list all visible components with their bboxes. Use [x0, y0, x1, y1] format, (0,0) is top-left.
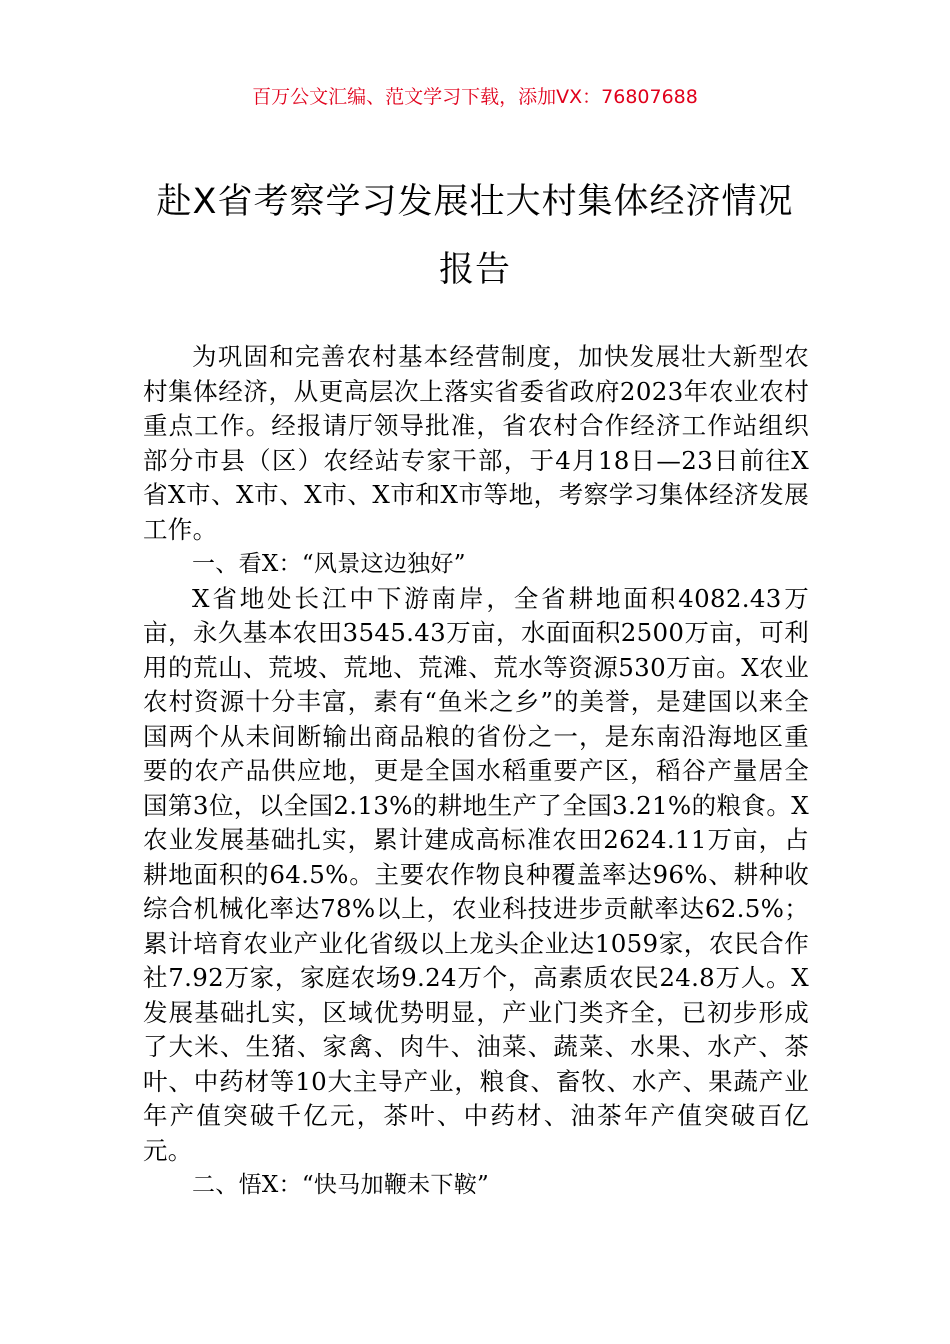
section-1-paragraph: X省地处长江中下游南岸，全省耕地面积4082.43万亩，永久基本农田3545.43万亩，水面面积2500万亩，可利用的荒山、荒坡、荒地、荒滩、荒水等资源530万亩。X农业农村资源十分丰富，素有“鱼米之乡”的美誉，是建国以来全国两个从未间断输出商品粮的省份之一，是东南沿海地区重要的农产品供应地，更是全国水稻重要产区，稻谷产量居全国第3位，以全国2.13%的耕地生产了全国3.21%的粮食。X农业发展基础扎实，累计建成高标准农田2624.11万亩，占耕地面积的64.5%。主要农作物良种覆盖率达96%、耕种收综合机械化率达78%以上，农业科技进步贡献率达62.5%；累计培育农业产业化省级以上龙头企业达1059家，农民合作社7.92万家，家庭农场9.24万个，高素质农民24.8万人。X发展基础扎实，区域优势明显，产业门类齐全，已初步形成了大米、生猪、家禽、肉牛、油菜、蔬菜、水果、水产、茶叶、中药材等10大主导产业，粮食、畜牧、水产、果蔬产业年产值突破千亿元，茶叶、中药材、油茶年产值突破百亿元。: [143, 583, 809, 1165]
header-watermark: 百万公文汇编、范文学习下载，添加VX：76807688: [252, 86, 698, 108]
document-title-line-1: 赴X省考察学习发展壮大村集体经济情况: [156, 182, 794, 222]
section-1-heading: 一、看X：“风景这边独好”: [192, 551, 466, 577]
intro-paragraph: 为巩固和完善农村基本经营制度，加快发展壮大新型农村集体经济，从更高层次上落实省委省政府2023年农业农村重点工作。经报请厅领导批准，省农村合作经济工作站组织部分市县（区）农经站专家干部，于4月18日—23日前往X省X市、X市、X市、X市和X市等地，考察学习集体经济发展工作。: [143, 342, 809, 544]
section-2-heading: 二、悟X：“快马加鞭未下鞍”: [192, 1172, 490, 1198]
document-body: [143, 340, 809, 1203]
document-title-line-2: 报告: [438, 250, 511, 290]
